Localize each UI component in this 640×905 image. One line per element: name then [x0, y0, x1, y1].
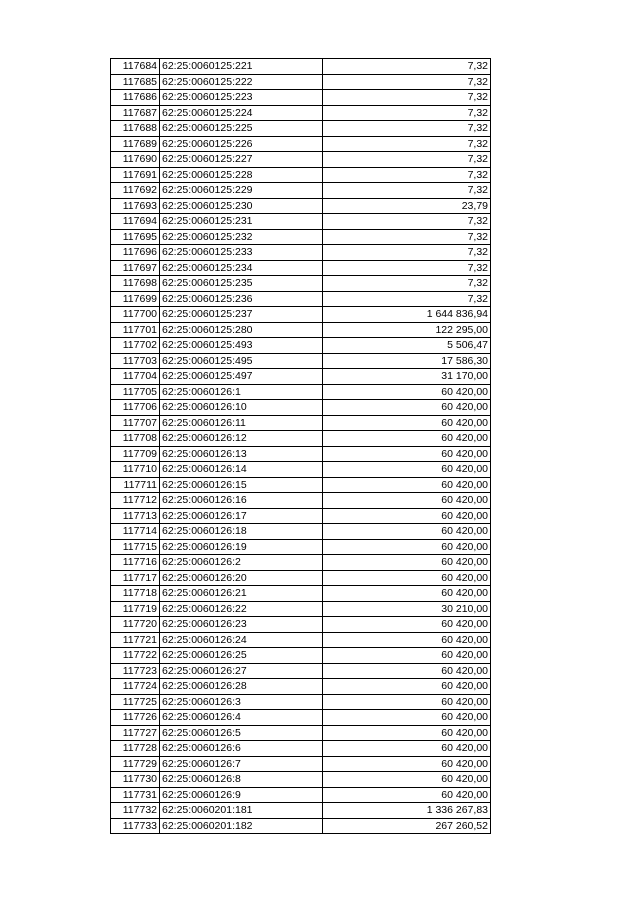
cadastral-number-cell: 62:25:0060126:14 [160, 462, 323, 478]
cadastral-number-cell: 62:25:0060126:20 [160, 570, 323, 586]
table-row [111, 787, 491, 803]
row-number-cell: 117725 [111, 694, 160, 710]
row-number-cell: 117720 [111, 617, 160, 633]
table-row [111, 105, 491, 121]
table-row [111, 384, 491, 400]
value-cell: 122 295,00 [323, 322, 491, 338]
table-row [111, 803, 491, 819]
table-row [111, 524, 491, 540]
table-row [111, 307, 491, 323]
table-row [111, 121, 491, 137]
value-cell: 60 420,00 [323, 694, 491, 710]
table-row [111, 756, 491, 772]
row-number-cell: 117711 [111, 477, 160, 493]
row-number-cell: 117716 [111, 555, 160, 571]
row-number-cell: 117705 [111, 384, 160, 400]
table-row [111, 741, 491, 757]
cadastral-number-cell: 62:25:0060126:8 [160, 772, 323, 788]
value-cell: 60 420,00 [323, 586, 491, 602]
cadastral-number-cell: 62:25:0060126:6 [160, 741, 323, 757]
row-number-cell: 117726 [111, 710, 160, 726]
table-row [111, 555, 491, 571]
value-cell: 7,32 [323, 121, 491, 137]
table-row [111, 818, 491, 834]
cadastral-number-cell: 62:25:0060125:232 [160, 229, 323, 245]
cadastral-number-cell: 62:25:0060126:13 [160, 446, 323, 462]
value-cell: 60 420,00 [323, 741, 491, 757]
value-cell: 60 420,00 [323, 508, 491, 524]
cadastral-number-cell: 62:25:0060126:7 [160, 756, 323, 772]
cadastral-number-cell: 62:25:0060126:5 [160, 725, 323, 741]
table-body [111, 59, 491, 834]
value-cell: 7,32 [323, 214, 491, 230]
row-number-cell: 117703 [111, 353, 160, 369]
row-number-cell: 117710 [111, 462, 160, 478]
table-row [111, 570, 491, 586]
table-row [111, 214, 491, 230]
row-number-cell: 117708 [111, 431, 160, 447]
value-cell: 31 170,00 [323, 369, 491, 385]
row-number-cell: 117687 [111, 105, 160, 121]
row-number-cell: 117692 [111, 183, 160, 199]
table-row [111, 601, 491, 617]
value-cell: 60 420,00 [323, 384, 491, 400]
value-cell: 1 644 836,94 [323, 307, 491, 323]
value-cell: 60 420,00 [323, 617, 491, 633]
value-cell: 7,32 [323, 74, 491, 90]
table-row [111, 369, 491, 385]
table-row [111, 245, 491, 261]
row-number-cell: 117713 [111, 508, 160, 524]
value-cell: 7,32 [323, 276, 491, 292]
table-row [111, 338, 491, 354]
row-number-cell: 117700 [111, 307, 160, 323]
cadastral-number-cell: 62:25:0060125:228 [160, 167, 323, 183]
table-row [111, 508, 491, 524]
row-number-cell: 117688 [111, 121, 160, 137]
table-row [111, 477, 491, 493]
cadastral-number-cell: 62:25:0060125:223 [160, 90, 323, 106]
row-number-cell: 117722 [111, 648, 160, 664]
row-number-cell: 117689 [111, 136, 160, 152]
value-cell: 60 420,00 [323, 632, 491, 648]
cadastral-number-cell: 62:25:0060126:1 [160, 384, 323, 400]
cadastral-number-cell: 62:25:0060201:182 [160, 818, 323, 834]
cadastral-number-cell: 62:25:0060125:495 [160, 353, 323, 369]
value-cell: 60 420,00 [323, 477, 491, 493]
table-row [111, 90, 491, 106]
table-row [111, 772, 491, 788]
row-number-cell: 117732 [111, 803, 160, 819]
cadastral-number-cell: 62:25:0060126:3 [160, 694, 323, 710]
row-number-cell: 117701 [111, 322, 160, 338]
table-row [111, 586, 491, 602]
row-number-cell: 117733 [111, 818, 160, 834]
table-row [111, 229, 491, 245]
cadastral-number-cell: 62:25:0060126:28 [160, 679, 323, 695]
value-cell: 60 420,00 [323, 555, 491, 571]
cadastral-number-cell: 62:25:0060126:2 [160, 555, 323, 571]
cadastral-number-cell: 62:25:0060125:227 [160, 152, 323, 168]
value-cell: 60 420,00 [323, 524, 491, 540]
cadastral-number-cell: 62:25:0060125:493 [160, 338, 323, 354]
cadastral-number-cell: 62:25:0060126:15 [160, 477, 323, 493]
value-cell: 7,32 [323, 291, 491, 307]
value-cell: 60 420,00 [323, 787, 491, 803]
table-row [111, 493, 491, 509]
cadastral-number-cell: 62:25:0060125:280 [160, 322, 323, 338]
row-number-cell: 117706 [111, 400, 160, 416]
table-row [111, 59, 491, 75]
table-row [111, 400, 491, 416]
cadastral-number-cell: 62:25:0060125:230 [160, 198, 323, 214]
value-cell: 60 420,00 [323, 539, 491, 555]
row-number-cell: 117729 [111, 756, 160, 772]
table-row [111, 276, 491, 292]
row-number-cell: 117685 [111, 74, 160, 90]
table-row [111, 462, 491, 478]
row-number-cell: 117727 [111, 725, 160, 741]
value-cell: 60 420,00 [323, 446, 491, 462]
table-row [111, 648, 491, 664]
cadastral-number-cell: 62:25:0060126:11 [160, 415, 323, 431]
value-cell: 60 420,00 [323, 710, 491, 726]
row-number-cell: 117690 [111, 152, 160, 168]
value-cell: 7,32 [323, 59, 491, 75]
row-number-cell: 117698 [111, 276, 160, 292]
value-cell: 60 420,00 [323, 400, 491, 416]
table-row [111, 152, 491, 168]
row-number-cell: 117709 [111, 446, 160, 462]
value-cell: 7,32 [323, 167, 491, 183]
cadastral-number-cell: 62:25:0060125:226 [160, 136, 323, 152]
value-cell: 7,32 [323, 105, 491, 121]
cadastral-number-cell: 62:25:0060126:27 [160, 663, 323, 679]
value-cell: 5 506,47 [323, 338, 491, 354]
table-row [111, 198, 491, 214]
row-number-cell: 117717 [111, 570, 160, 586]
cadastral-number-cell: 62:25:0060125:222 [160, 74, 323, 90]
cadastral-number-cell: 62:25:0060126:4 [160, 710, 323, 726]
value-cell: 60 420,00 [323, 415, 491, 431]
table-row [111, 539, 491, 555]
row-number-cell: 117721 [111, 632, 160, 648]
row-number-cell: 117728 [111, 741, 160, 757]
cadastral-number-cell: 62:25:0060126:16 [160, 493, 323, 509]
value-cell: 60 420,00 [323, 648, 491, 664]
value-cell: 267 260,52 [323, 818, 491, 834]
value-cell: 60 420,00 [323, 431, 491, 447]
cadastral-value-table [110, 58, 491, 834]
table-row [111, 167, 491, 183]
value-cell: 7,32 [323, 183, 491, 199]
cadastral-number-cell: 62:25:0060126:24 [160, 632, 323, 648]
value-cell: 7,32 [323, 152, 491, 168]
row-number-cell: 117707 [111, 415, 160, 431]
value-cell: 7,32 [323, 245, 491, 261]
table-row [111, 632, 491, 648]
cadastral-number-cell: 62:25:0060201:181 [160, 803, 323, 819]
cadastral-number-cell: 62:25:0060125:234 [160, 260, 323, 276]
cadastral-number-cell: 62:25:0060126:10 [160, 400, 323, 416]
value-cell: 17 586,30 [323, 353, 491, 369]
value-cell: 7,32 [323, 136, 491, 152]
table-row [111, 446, 491, 462]
value-cell: 60 420,00 [323, 772, 491, 788]
row-number-cell: 117714 [111, 524, 160, 540]
table-row [111, 353, 491, 369]
row-number-cell: 117730 [111, 772, 160, 788]
cadastral-number-cell: 62:25:0060125:237 [160, 307, 323, 323]
table-row [111, 183, 491, 199]
table-row [111, 679, 491, 695]
value-cell: 60 420,00 [323, 679, 491, 695]
row-number-cell: 117694 [111, 214, 160, 230]
table-row [111, 74, 491, 90]
cadastral-number-cell: 62:25:0060125:233 [160, 245, 323, 261]
value-cell: 7,32 [323, 90, 491, 106]
value-cell: 30 210,00 [323, 601, 491, 617]
cadastral-number-cell: 62:25:0060126:19 [160, 539, 323, 555]
row-number-cell: 117719 [111, 601, 160, 617]
row-number-cell: 117715 [111, 539, 160, 555]
value-cell: 60 420,00 [323, 725, 491, 741]
table-row [111, 322, 491, 338]
value-cell: 7,32 [323, 229, 491, 245]
cadastral-number-cell: 62:25:0060126:25 [160, 648, 323, 664]
row-number-cell: 117693 [111, 198, 160, 214]
value-cell: 60 420,00 [323, 756, 491, 772]
table-row [111, 694, 491, 710]
value-cell: 23,79 [323, 198, 491, 214]
cadastral-number-cell: 62:25:0060125:224 [160, 105, 323, 121]
row-number-cell: 117702 [111, 338, 160, 354]
table-row [111, 136, 491, 152]
value-cell: 7,32 [323, 260, 491, 276]
cadastral-number-cell: 62:25:0060126:22 [160, 601, 323, 617]
value-cell: 60 420,00 [323, 462, 491, 478]
value-cell: 60 420,00 [323, 493, 491, 509]
cadastral-number-cell: 62:25:0060126:18 [160, 524, 323, 540]
cadastral-number-cell: 62:25:0060125:231 [160, 214, 323, 230]
cadastral-number-cell: 62:25:0060125:235 [160, 276, 323, 292]
table-row [111, 725, 491, 741]
cadastral-number-cell: 62:25:0060126:17 [160, 508, 323, 524]
cadastral-number-cell: 62:25:0060125:236 [160, 291, 323, 307]
value-cell: 60 420,00 [323, 570, 491, 586]
value-cell: 60 420,00 [323, 663, 491, 679]
cadastral-number-cell: 62:25:0060126:12 [160, 431, 323, 447]
cadastral-number-cell: 62:25:0060125:225 [160, 121, 323, 137]
row-number-cell: 117699 [111, 291, 160, 307]
table-row [111, 617, 491, 633]
row-number-cell: 117718 [111, 586, 160, 602]
table-row [111, 663, 491, 679]
row-number-cell: 117723 [111, 663, 160, 679]
cadastral-number-cell: 62:25:0060126:9 [160, 787, 323, 803]
table-row [111, 710, 491, 726]
row-number-cell: 117731 [111, 787, 160, 803]
row-number-cell: 117686 [111, 90, 160, 106]
table-row [111, 415, 491, 431]
cadastral-number-cell: 62:25:0060126:23 [160, 617, 323, 633]
row-number-cell: 117696 [111, 245, 160, 261]
row-number-cell: 117695 [111, 229, 160, 245]
row-number-cell: 117691 [111, 167, 160, 183]
row-number-cell: 117724 [111, 679, 160, 695]
table-row [111, 260, 491, 276]
cadastral-number-cell: 62:25:0060125:229 [160, 183, 323, 199]
table-row [111, 291, 491, 307]
cadastral-number-cell: 62:25:0060126:21 [160, 586, 323, 602]
cadastral-number-cell: 62:25:0060125:497 [160, 369, 323, 385]
table-row [111, 431, 491, 447]
value-cell: 1 336 267,83 [323, 803, 491, 819]
row-number-cell: 117712 [111, 493, 160, 509]
cadastral-number-cell: 62:25:0060125:221 [160, 59, 323, 75]
row-number-cell: 117684 [111, 59, 160, 75]
row-number-cell: 117697 [111, 260, 160, 276]
row-number-cell: 117704 [111, 369, 160, 385]
